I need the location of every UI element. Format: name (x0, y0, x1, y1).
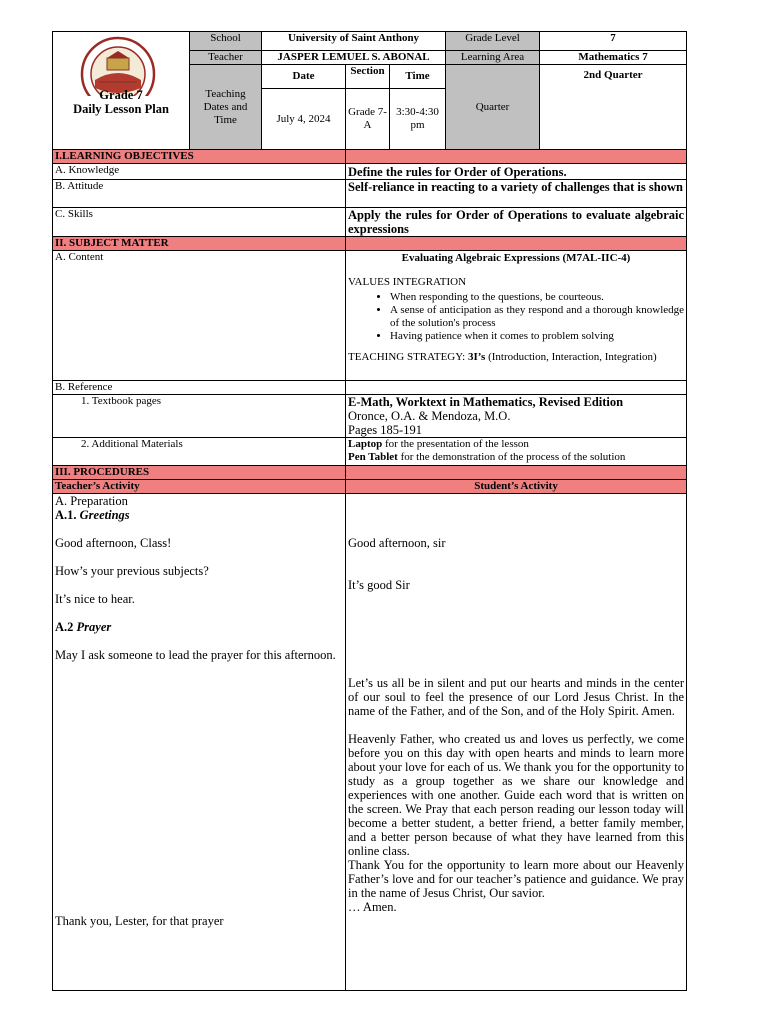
learning-area-label: Learning Area (446, 51, 540, 65)
textbook-pages: Pages 185-191 (348, 423, 422, 437)
material-pen-tablet: Pen Tablet for the demonstration of the process of the solution (348, 451, 626, 463)
skills-value: Apply the rules for Order of Operations to evaluate algebraic expressions (346, 208, 687, 237)
knowledge-value: Define the rules for Order of Operations. (346, 164, 687, 180)
student-prayer-opening: Let’s us all be in silent and put our hearts and minds in the center of our soul to feel the presence of our Lord Jesus Christ. In the name of the Father, and of the Son, and of the Holy Spirit. Amen. (348, 676, 685, 718)
values-list (348, 291, 684, 343)
subject-matter-heading: II. SUBJECT MATTER (53, 237, 346, 251)
learning-area-value: Mathematics 7 (540, 51, 687, 65)
time-value: 3:30-4:30 pm (390, 89, 446, 150)
procedures-heading: III. PROCEDURES (53, 466, 346, 480)
attitude-label: B. Attitude (53, 180, 346, 208)
textbook-title: E-Math, Worktext in Mathematics, Revised Edition (348, 395, 624, 409)
section-spacer (346, 237, 687, 251)
lesson-plan-page (52, 31, 686, 992)
reference-label: B. Reference (53, 381, 346, 395)
university-seal-logo (77, 36, 159, 96)
student-activity-cell (346, 494, 687, 991)
section-label: Section (346, 65, 390, 89)
skills-label: C. Skills (53, 208, 346, 237)
teacher-activity-cell (53, 494, 346, 991)
header-logo-cell (53, 32, 190, 150)
quarter-label: Quarter (446, 65, 540, 150)
student-subjects-answer: It’s good Sir (348, 578, 410, 592)
lesson-plan-table (52, 31, 687, 991)
student-greeting: Good afternoon, sir (348, 536, 446, 550)
preparation-label: A. Preparation (55, 494, 128, 508)
student-activity-heading: Student’s Activity (346, 480, 687, 494)
textbook-cell (346, 395, 687, 438)
time-label: Time (390, 65, 446, 89)
additional-materials-label: 2. Additional Materials (53, 438, 346, 466)
learning-objectives-heading: I.LEARNING OBJECTIVES (53, 150, 346, 164)
list-item: • Having patience when it comes to problem solving (390, 330, 684, 343)
student-prayer-body: Heavenly Father, who created us and loves us perfectly, we come before you on this day with open hearts and minds to learn more about your love for each of us. We thank you for the opportunity to study as a group together as we share our knowledge and experiences with one another. Guide each word that is written on the screen. We Pray that each person reading our lesson today will become a better student, a better friend, a better family member, and a better person because of what they have learned from this online class. (348, 732, 685, 858)
grade-level-value: 7 (540, 32, 687, 51)
teaching-dates-label: Teaching Dates and Time (190, 65, 262, 150)
additional-materials-cell (346, 438, 687, 466)
date-value: July 4, 2024 (262, 89, 346, 150)
school-label: School (190, 32, 262, 51)
values-heading: VALUES INTEGRATION (348, 276, 467, 288)
reference-spacer (346, 381, 687, 395)
content-label: A. Content (53, 251, 346, 381)
section-value: Grade 7-A (346, 89, 390, 150)
teacher-subjects-question: How’s your previous subjects? (55, 564, 209, 578)
section-spacer (346, 150, 687, 164)
material-laptop: Laptop for the presentation of the lesson (348, 438, 529, 450)
teacher-value: JASPER LEMUEL S. ABONAL (262, 51, 446, 65)
teacher-label: Teacher (190, 51, 262, 65)
prayer-heading: A.2 Prayer (55, 620, 112, 634)
teacher-nice: It’s nice to hear. (55, 592, 135, 606)
quarter-value: 2nd Quarter (540, 65, 687, 150)
teacher-ask-prayer: May I ask someone to lead the prayer for this afternoon. (55, 648, 336, 662)
textbook-authors: Oronce, O.A. & Mendoza, M.O. (348, 409, 511, 423)
list-item: • A sense of anticipation as they respond and a thorough knowledge of the solution's process (390, 304, 684, 330)
teacher-activity-heading: Teacher’s Activity (53, 480, 346, 494)
teacher-greeting: Good afternoon, Class! (55, 536, 172, 550)
section-spacer (346, 466, 687, 480)
date-label: Date (262, 65, 346, 89)
textbook-label: 1. Textbook pages (53, 395, 346, 438)
content-title: Evaluating Algebraic Expressions (M7AL-IIC-4) (401, 252, 631, 264)
teacher-thanks: Thank you, Lester, for that prayer (55, 914, 224, 928)
knowledge-label: A. Knowledge (53, 164, 346, 180)
lesson-plan-title: Grade 7 Daily Lesson Plan (73, 88, 169, 116)
school-value: University of Saint Anthony (262, 32, 446, 51)
content-cell (346, 251, 687, 381)
attitude-value: Self-reliance in reacting to a variety of challenges that is shown (346, 180, 687, 208)
list-item: • When responding to the questions, be courteous. (390, 291, 684, 304)
greetings-heading: A.1. Greetings (55, 508, 130, 522)
student-prayer-closing: Thank You for the opportunity to learn more about our Heavenly Father’s love and for our teacher’s patience and guidance. We pray in the name of Jesus Christ, Our savior. (348, 858, 685, 900)
teaching-strategy: TEACHING STRATEGY: 3I’s (Introduction, Interaction, Integration) (348, 351, 657, 363)
grade-level-label: Grade Level (446, 32, 540, 51)
student-amen: … Amen. (348, 900, 397, 914)
